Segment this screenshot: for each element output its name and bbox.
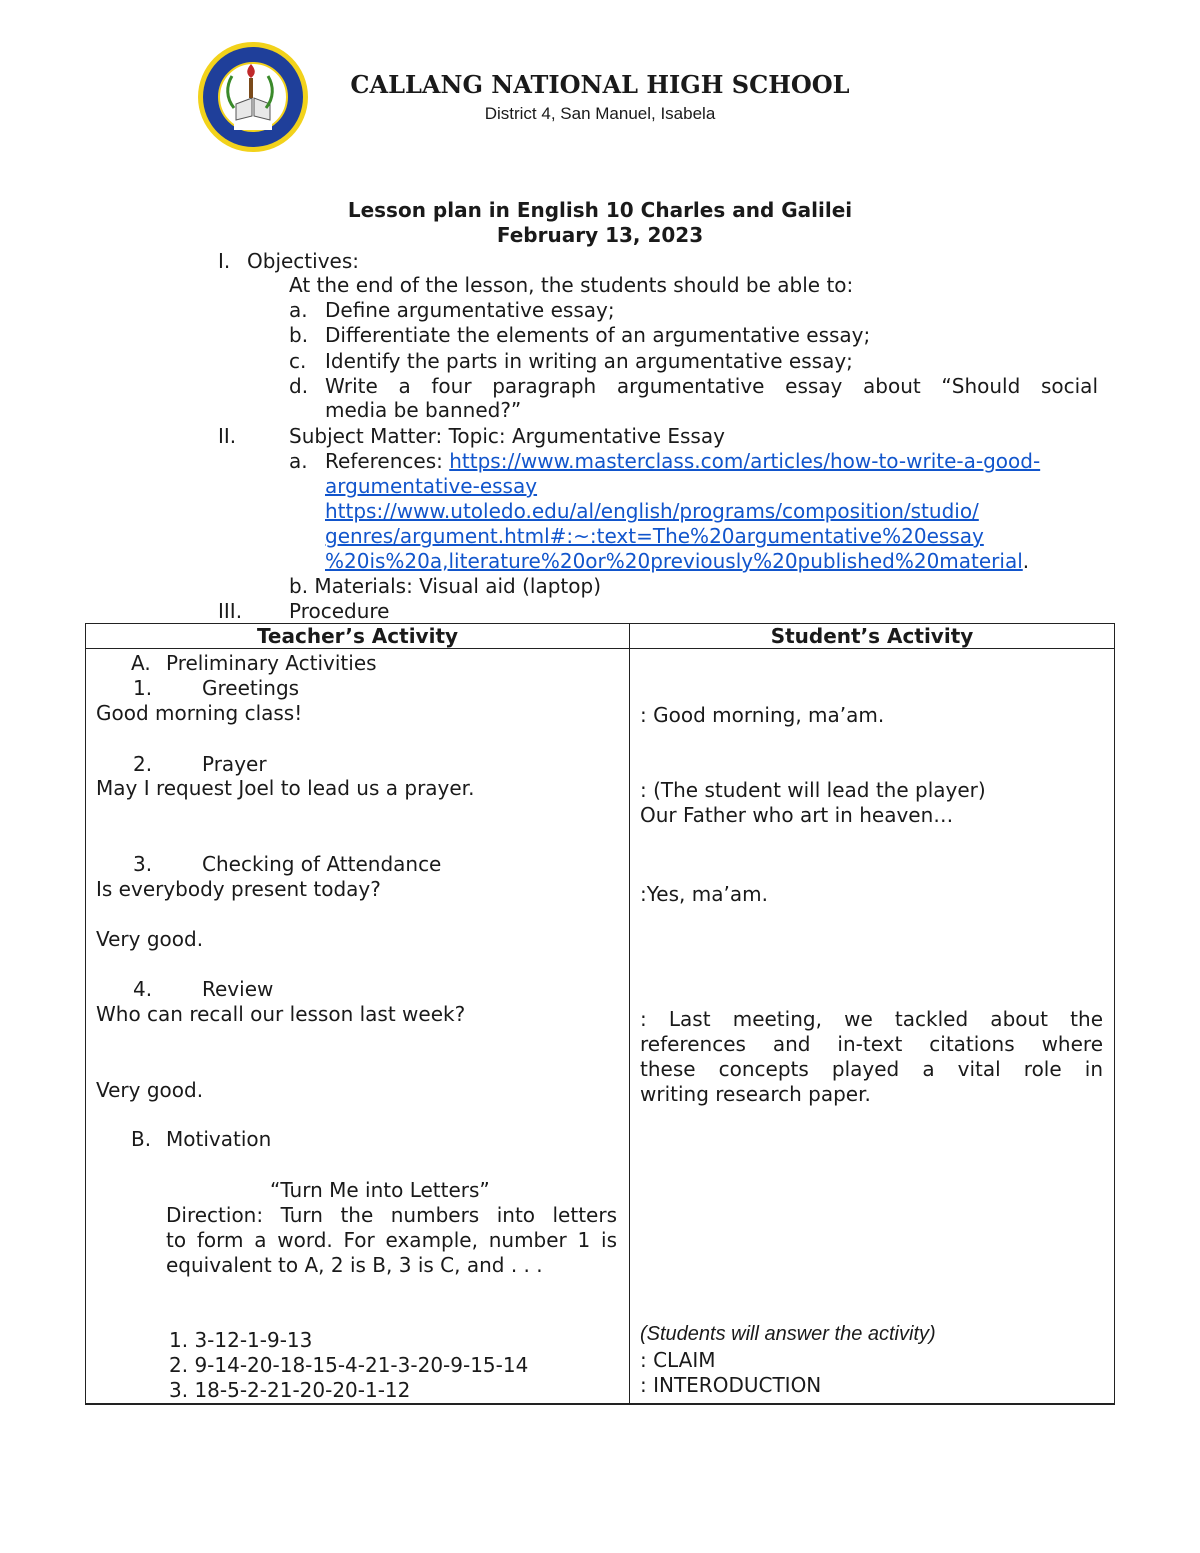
references-line [325, 449, 1040, 473]
objectives-intro: At the end of the lesson, the students should be able to: [289, 273, 854, 297]
step-number: 3. [133, 852, 153, 876]
objective-item: Differentiate the elements of an argumentative essay; [325, 323, 871, 347]
step-title: Prayer [202, 752, 267, 776]
direction-line: Direction: Turn the numbers into letters [166, 1203, 617, 1227]
teacher-line: May I request Joel to lead us a prayer. [96, 776, 475, 800]
teacher-column [86, 649, 630, 1405]
objective-item: Identify the parts in writing an argumentative essay; [325, 349, 853, 373]
direction-line: equivalent to A, 2 is B, 3 is C, and . . . [166, 1253, 543, 1277]
objective-item: Write a four paragraph argumentative essay about “Should social [325, 374, 1098, 398]
reference-link-2-cont[interactable]: genres/argument.html#:~:text=The%20argumentative%20essay [325, 524, 984, 548]
student-response: these concepts played a vital role in [640, 1057, 1103, 1081]
school-name: CALLANG NATIONAL HIGH SCHOOL [350, 70, 850, 99]
puzzle-item: 2. 9-14-20-18-15-4-21-3-20-9-15-14 [169, 1353, 529, 1377]
teacher-line: Very good. [96, 927, 204, 951]
subject-numeral: II. [218, 424, 237, 448]
student-column [630, 649, 1115, 1405]
student-note: (Students will answer the activity) [640, 1323, 936, 1345]
teacher-column-header: Teacher’s Activity [86, 624, 630, 649]
step-number: 2. [133, 752, 153, 776]
reference-link-1[interactable]: https://www.masterclass.com/articles/how-to-write-a-good- [449, 449, 1041, 473]
student-response: Our Father who art in heaven… [640, 803, 954, 827]
procedure-numeral: III. [218, 599, 243, 623]
step-title: Greetings [202, 676, 300, 700]
objective-letter: c. [289, 349, 307, 373]
student-response: :Yes, ma’am. [640, 882, 768, 906]
student-answer: : INTERODUCTION [640, 1373, 822, 1397]
teacher-line: Is everybody present today? [96, 877, 381, 901]
section-letter: A. [131, 651, 151, 675]
teacher-line: Good morning class! [96, 701, 303, 725]
references-letter: a. [289, 449, 308, 473]
student-response: references and in-text citations where [640, 1032, 1103, 1056]
student-response: : Good morning, ma’am. [640, 703, 885, 727]
reference-link-1-cont[interactable]: argumentative-essay [325, 474, 538, 498]
school-address: District 4, San Manuel, Isabela [484, 104, 716, 123]
student-response: : (The student will lead the player) [640, 778, 986, 802]
references-label: References: [325, 449, 450, 473]
procedure-heading: Procedure [289, 599, 390, 623]
step-number: 1. [133, 676, 153, 700]
subject-heading: Subject Matter: Topic: Argumentative Essay [289, 424, 725, 448]
reference-link-2-end [325, 549, 1029, 573]
step-title: Review [202, 977, 274, 1001]
lesson-title: Lesson plan in English 10 Charles and Galilei [347, 198, 853, 222]
teacher-line: Very good. [96, 1078, 204, 1102]
section-letter: B. [131, 1127, 152, 1151]
direction-line: to form a word. For example, number 1 is [166, 1228, 617, 1252]
objective-letter: d. [289, 374, 309, 398]
section-title: Preliminary Activities [166, 651, 377, 675]
objective-item: Define argumentative essay; [325, 298, 615, 322]
step-title: Checking of Attendance [202, 852, 442, 876]
objective-letter: a. [289, 298, 308, 322]
objectives-numeral: I. [218, 249, 231, 273]
lesson-date: February 13, 2023 [496, 223, 704, 247]
section-title: Motivation [166, 1127, 272, 1151]
puzzle-item: 1. 3-12-1-9-13 [169, 1328, 313, 1352]
reference-link-2-cont2[interactable]: %20is%20a,literature%20or%20previously%20published%20material [325, 549, 1023, 573]
puzzle-item: 3. 18-5-2-21-20-20-1-12 [169, 1378, 411, 1402]
objective-letter: b. [289, 323, 309, 347]
student-response: writing research paper. [640, 1082, 871, 1106]
activity-title: “Turn Me into Letters” [270, 1178, 490, 1202]
reference-link-2[interactable]: https://www.utoledo.edu/al/english/programs/composition/studio/ [325, 499, 979, 523]
teacher-line: Who can recall our lesson last week? [96, 1002, 466, 1026]
student-answer: : CLAIM [640, 1348, 716, 1372]
materials-line: b. Materials: Visual aid (laptop) [289, 574, 601, 598]
objective-item-cont: media be banned?” [325, 398, 522, 422]
student-column-header: Student’s Activity [630, 624, 1115, 649]
reference-period: . [1022, 549, 1030, 573]
student-response: : Last meeting, we tackled about the [640, 1007, 1103, 1031]
objectives-heading: Objectives: [247, 249, 359, 273]
procedure-table [85, 623, 1115, 1405]
step-number: 4. [133, 977, 153, 1001]
